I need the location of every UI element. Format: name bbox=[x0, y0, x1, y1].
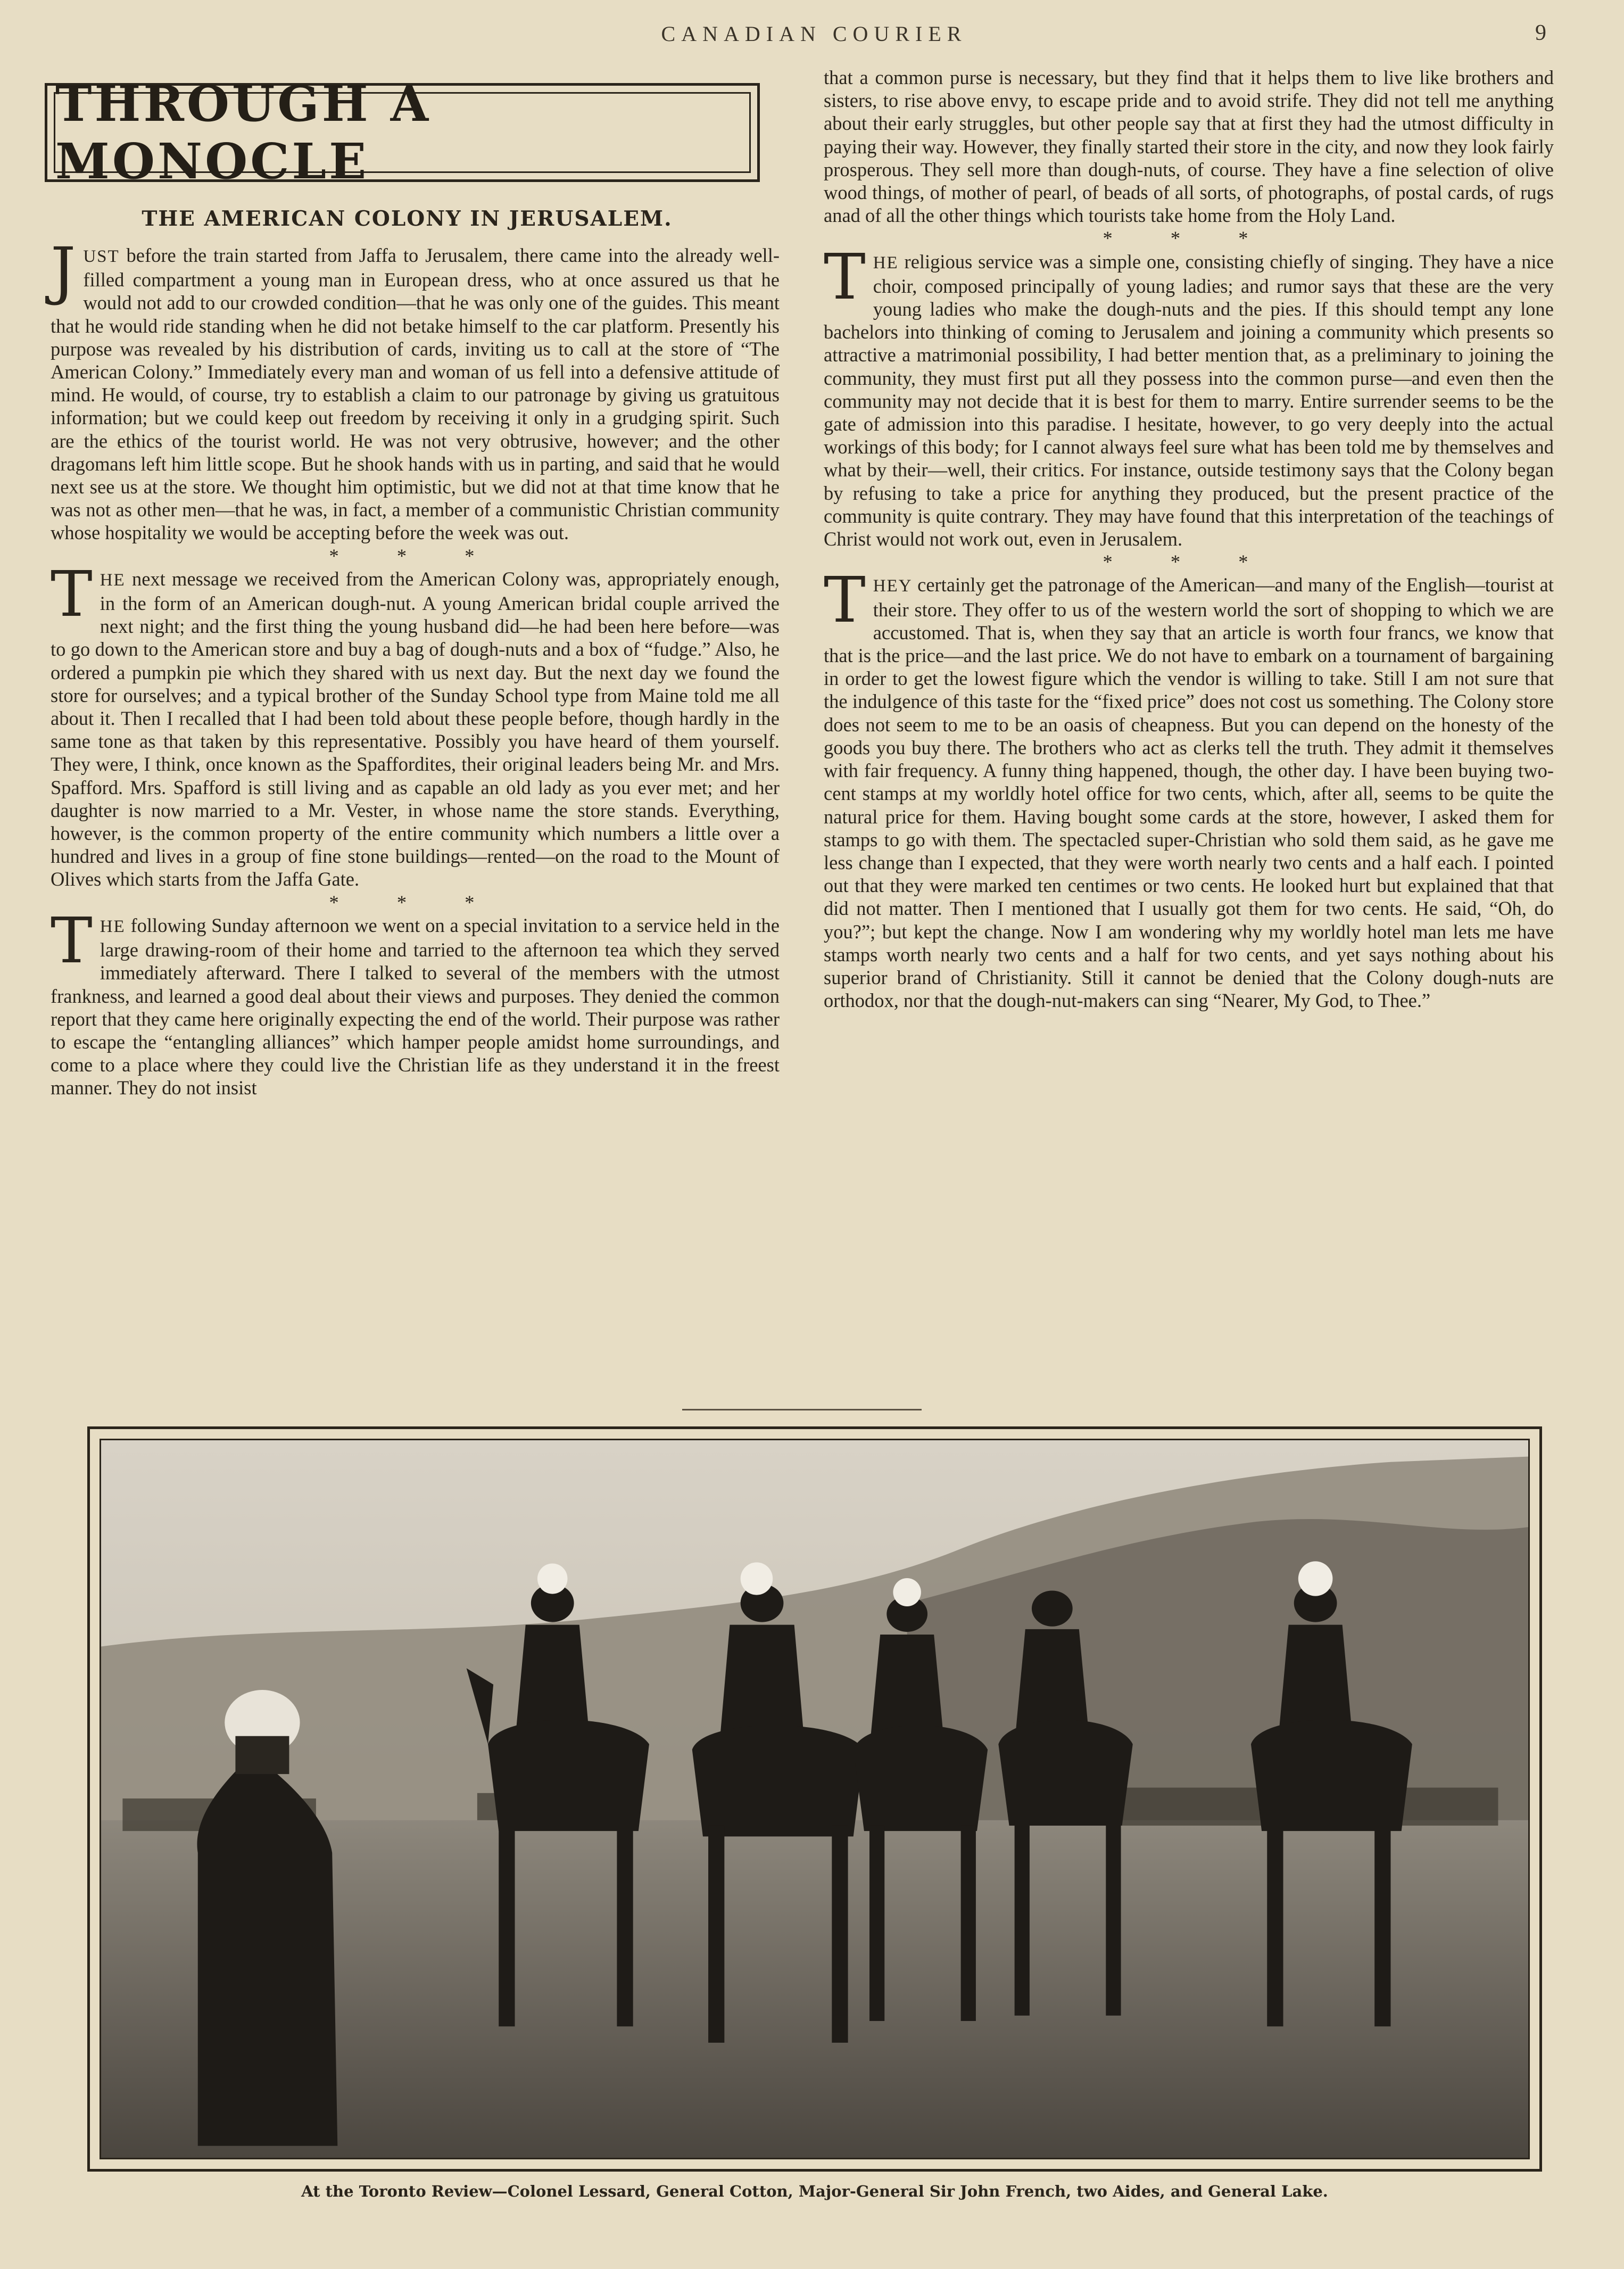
lead-word: HE bbox=[100, 570, 126, 590]
paragraph-text: following Sunday afternoon we went on a special invitation to a service held in the large drawing-room of their home and tarried to the afternoon tea which they served immediately afterward. There I talked to several of the members with the utmost frankness, and learned a good deal about their views and purposes. They denied the common report that they came here originally expecting the end of the world. Their purpose was rather to escape the “entangling alliances” which hamper people amidst home surroundings, and come to a place where they could live the Christian life as they understand it in the freest manner. They do not insist bbox=[51, 914, 780, 1099]
paragraph-text: next message we received from the American Colony was, appropriately enough, in the form of an American dough-nut. A young American bridal couple arrived the next night; and the first thing the young husband did—he had been here before—was to go down to the American store and buy a bag of dough-nuts and a box of “fudge.” Also, he ordered a pumpkin pie which they shared with us next day. But the next day we found the store for ourselves; and a typical brother of the Sunday School type from Maine told me all about it. Then I recalled that I had been told about these people before, though hardly in the same tone as that taken by this representative. Possibly you have heard of them yourself. They were, I think, once known as the Spaffordites, their original leaders being Mr. and Mrs. Spafford. Mrs. Spafford is still living and as capable an old lady as you ever met; and her daughter is now married to a Mr. Vester, in whose name the store stands. Everything, however, is the common property of the entire community which numbers a little over a hundred and lives in a group of fine stone buildings—rented—on the road to the Mount of Olives which starts from the Jaffa Gate. bbox=[51, 567, 780, 890]
article-title: THROUGH A MONOCLE bbox=[55, 75, 432, 190]
dropcap: T bbox=[51, 903, 93, 977]
left-column bbox=[51, 234, 780, 1100]
right-column bbox=[824, 66, 1554, 1012]
lead-word: HE bbox=[873, 253, 899, 273]
paragraph-text: certainly get the patronage of the American—and many of the English—tourist at their store. They offer to us of the western world the sort of shopping to which we are accustomed. That is, when they say that an article is worth four francs, we know that that is the price—and the last price. We do not have to embark on a tournament of bargaining in order to get the lowest figure which the vendor is willing to take. Still I am not sure that the indulgence of this taste for the “fixed price” does not cost us something. The Colony store does not seem to me to be an oasis of cheapness. But you can depend on the honesty of the goods you buy there. The brothers who act as clerks tell the truth. They admit it themselves with fair frequency. A funny thing happened, though, the other day. I have been buying two-cent stamps at my worldly hotel office for two cents, which, after all, seems to be quite the natural price for them. Having bought some cards at the store, however, I asked them for stamps to go with them. The spectacled super-Christian who sold them said, as he gave me less change than I expected, that they were worth nearly two cents and a half each. I pointed out that they were marked ten centimes or two cents. He looked hurt but explained that that did not matter. Then I mentioned that I usually got them for two cents. He said, “Oh, do you?”; but kept the change. Now I am wondering why my worldly hotel man lets me have stamps worth nearly two cents and a half for two cents, and yet says nothing about his superior brand of Christianity. Still it cannot be denied that the Colony dough-nuts are orthodox, nor that the dough-nut-makers can sing “Nearer, My God, to Thee.” bbox=[824, 574, 1554, 1012]
article-subtitle: THE AMERICAN COLONY IN JERUSALEM. bbox=[142, 207, 673, 231]
section-break: * * * bbox=[1103, 551, 1275, 573]
paragraph-text: before the train started from Jaffa to Jerusalem, there came into the already well-filled compartment a young man in European dress, who at once assured us that he would not add to our crowded condition—that he was only one of the guides. This meant that he would ride standing when he did not betake himself to the car platform. Presently his purpose was revealed by his distribution of cards, inviting us to call at the store of “The American Colony.” Immediately every man and woman of us fell into a defensive attitude of mind. He would, of course, try to establish a claim to our patronage by giving us gratuitous information; but we could keep out freedom by receiving it only in a grudging spirit. Such are the ethics of the tourist world. He was not very obtrusive, however; and the other dragomans left him little scope. But he shook hands with us in parting, and said that he would next see us at the store. We thought him optimistic, but we did not at that time know that he was not as other men—that he was, in fact, a member of a communistic Christian community whose hospitality we would be accepting before the week was out. bbox=[51, 244, 780, 544]
section-break: * * * bbox=[1103, 227, 1275, 250]
section-break: * * * bbox=[329, 544, 501, 567]
photo-caption: At the Toronto Review—Colonel Lessard, General Cotton, Major-General Sir John French, two Aides, and General Lake. bbox=[301, 2182, 1328, 2200]
title-box bbox=[45, 75, 760, 190]
running-head: CANADIAN COURIER bbox=[661, 22, 967, 46]
page-number: 9 bbox=[1535, 21, 1546, 45]
paragraph-text: religious service was a simple one, consisting chiefly of singing. They have a nice choir, composed principally of young ladies; and rumor says that these are the very young ladies who make the dough-nuts and the pies. If this should tempt any lone bachelors into thinking of coming to Jerusalem and joining a community which presents so attractive a matrimonial possibility, I had better mention that, as a preliminary to joining the community, they must first put all they possess into the common purse—and even then the community may not decide that it is best for them to marry. Entire surrender seems to be the gate of admission into this paradise. I hesitate, however, to go very deeply into the actual workings of this body; for I cannot always feel sure what has been told me by themselves and what by their—well, their critics. For instance, outside testimony says that the Colony began by refusing to take a price for anything they produced, but the present practice of the community is quite contrary. They may have found that this interpretation of the teachings of Christ would not work out, even in Jerusalem. bbox=[824, 250, 1554, 550]
dropcap: T bbox=[824, 240, 866, 313]
review-photo-illustration bbox=[101, 1440, 1528, 2158]
paragraph-5 bbox=[824, 563, 1554, 1012]
paragraph-2 bbox=[51, 557, 780, 891]
title-inner-frame bbox=[54, 75, 751, 190]
paragraph-3-continued: that a common purse is necessary, but they find that it helps them to live like brothers and sisters, to rise above envy, to escape pride and to avoid strife. They did not tell me anything about their early struggles, but other people say that at first they had the utmost difficulty in paying their way. However, they finally started their store in the city, and now they look fairly prosperous. They sell more than dough-nuts, of course. They have a fine selection of olive wood things, of mother of pearl, of beads of all sorts, of photographs, of postal cards, of rugs anad of all the other things which tourists take home from the Holy Land. bbox=[824, 67, 1554, 227]
column-end-rule bbox=[682, 1409, 922, 1410]
photo-frame bbox=[87, 1426, 1542, 2172]
lead-word: HEY bbox=[873, 576, 913, 596]
lead-word: HE bbox=[100, 917, 126, 936]
dropcap: T bbox=[51, 557, 93, 631]
dropcap: J bbox=[51, 234, 76, 307]
lead-word: UST bbox=[83, 247, 120, 266]
section-break: * * * bbox=[329, 891, 501, 913]
paragraph-1 bbox=[51, 234, 780, 544]
paragraph-4 bbox=[824, 240, 1554, 551]
photograph bbox=[100, 1439, 1530, 2159]
dropcap: T bbox=[824, 563, 866, 637]
paragraph-3 bbox=[51, 903, 780, 1100]
